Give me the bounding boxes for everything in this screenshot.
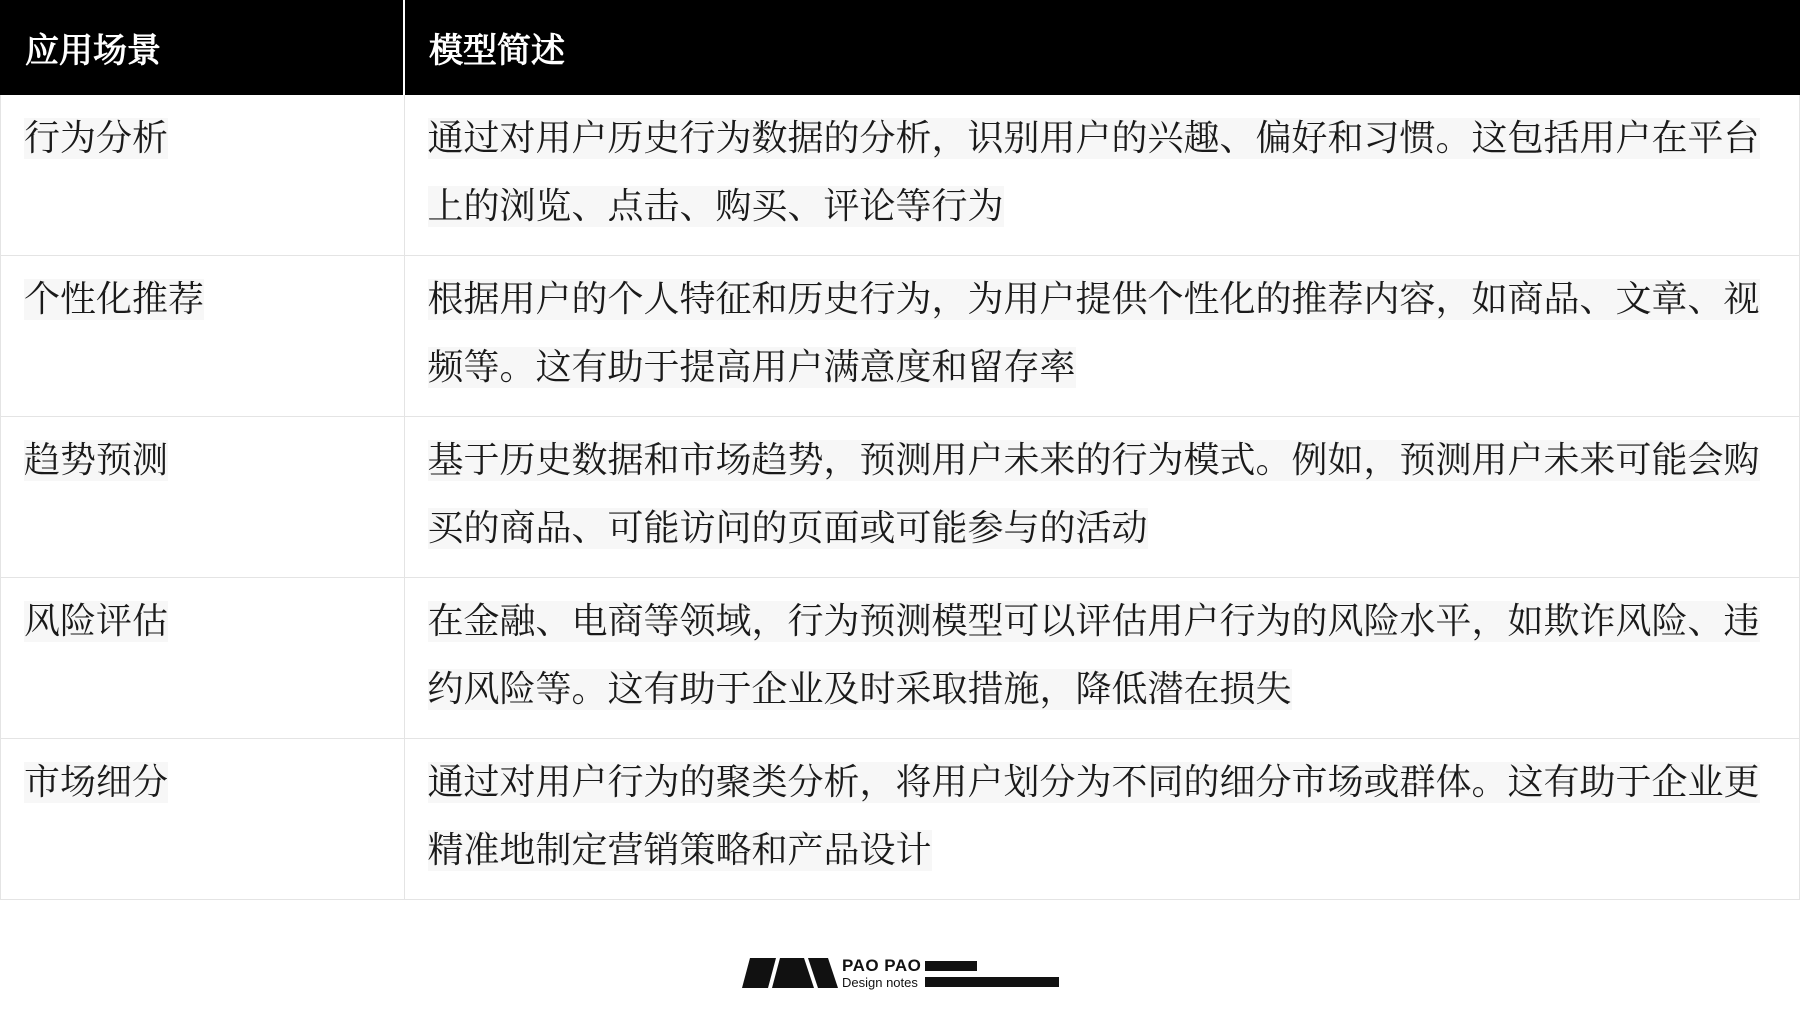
description-text: 基于历史数据和市场趋势，预测用户未来的行为模式。例如，预测用户未来可能会购买的商品、可能访问的页面或可能参与的活动 [427, 440, 1760, 549]
description-text: 根据用户的个人特征和历史行为，为用户提供个性化的推荐内容，如商品、文章、视频等。这有助于提高用户满意度和留存率 [427, 279, 1760, 388]
scenario-text: 个性化推荐 [24, 279, 205, 320]
description-text: 通过对用户行为的聚类分析，将用户划分为不同的细分市场或群体。这有助于企业更精准地制定营销策略和产品设计 [427, 762, 1760, 871]
scenario-cell [1, 256, 405, 417]
description-cell [404, 95, 1800, 256]
header-description [404, 1, 1800, 95]
logo-subtitle: Design notes [842, 975, 918, 990]
scenario-cell [1, 739, 405, 900]
description-text: 在金融、电商等领域，行为预测模型可以评估用户行为的风险水平，如欺诈风险、违约风险等。这有助于企业及时采取措施，降低潜在损失 [427, 601, 1760, 710]
scenario-text: 市场细分 [24, 762, 169, 803]
header-scenario [1, 1, 405, 95]
table-header-row [1, 1, 1800, 95]
scenario-text: 趋势预测 [24, 440, 169, 481]
description-cell [404, 739, 1800, 900]
table-row [1, 578, 1800, 739]
table-row [1, 95, 1800, 256]
description-cell [404, 256, 1800, 417]
table-row [1, 256, 1800, 417]
scenario-text: 风险评估 [24, 601, 169, 642]
pao-pao-logo-mark-icon [740, 955, 840, 989]
pao-pao-logo [740, 955, 1060, 993]
scenario-text: 行为分析 [24, 118, 169, 159]
description-cell [404, 578, 1800, 739]
table-row [1, 417, 1800, 578]
scenario-cell [1, 95, 405, 256]
table-row [1, 739, 1800, 900]
logo-title: PAO PAO [842, 956, 922, 975]
logo-bar-short [925, 961, 977, 971]
description-cell [404, 417, 1800, 578]
header-description-label: 模型简述 [429, 31, 565, 71]
header-scenario-label: 应用场景 [25, 31, 161, 71]
scenario-cell [1, 578, 405, 739]
description-text: 通过对用户历史行为数据的分析，识别用户的兴趣、偏好和习惯。这包括用户在平台上的浏览、点击、购买、评论等行为 [427, 118, 1760, 227]
logo-bar-long [925, 977, 1059, 987]
scenario-cell [1, 417, 405, 578]
